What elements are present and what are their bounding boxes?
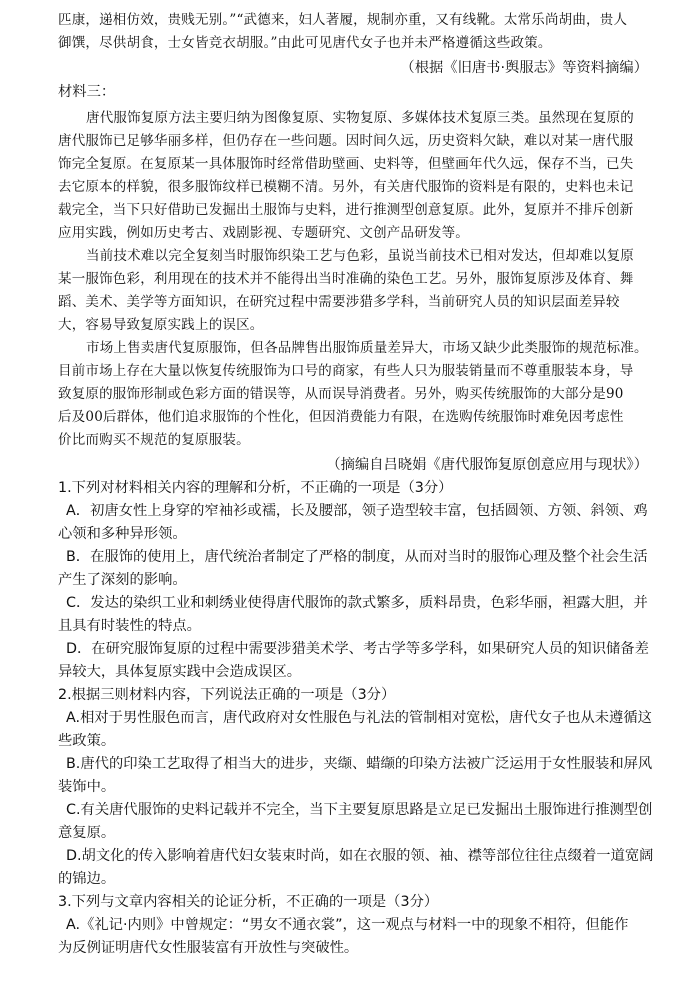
passage-line: 载完全，当下只好借助已发掘出土服饰与史料，进行推测型创意复原。此外，复原并不排斥创新 bbox=[58, 202, 634, 218]
passage-line: 唐代服饰复原方法主要归纳为图像复原、实物复原、多媒体技术复原三类。虽然现在复原的 bbox=[86, 110, 634, 126]
option-d-line: D.胡文化的传入影响着唐代妇女装束时尚，如在衣服的领、袖、襟等部位往往点缀着一道宽阔 bbox=[66, 848, 654, 864]
passage-line: 御馔，尽供胡食，士女皆竞衣胡服。”由此可见唐代女子也并未严格遵循这些政策。 bbox=[58, 35, 552, 51]
option-a-line: 心领和多种异形领。 bbox=[58, 526, 187, 542]
passage-line: 饰完全复原。在复原某一具体服饰时经常借助壁画、史料等，但壁画年代久远，保存不当，已失 bbox=[58, 156, 634, 172]
passage-line: 目前市场上存在大量以恢复传统服饰为口号的商家，有些人只为服装销量而不尊重服装本身，导 bbox=[58, 363, 634, 379]
option-b-line: 装饰中。 bbox=[58, 779, 116, 795]
option-c-line: C.有关唐代服饰的史料记载并不完全，当下主要复原思路是立足已发掘出土服饰进行推测型创 bbox=[66, 802, 653, 818]
passage-line: 致复原的服饰形制或色彩方面的错误等，从而误导消费者。另外，购买传统服饰的大部分是90 bbox=[58, 386, 624, 402]
passage-line: 后及00后群体，他们追求服饰的个性化，但因消费能力有限，在选购传统服饰时难免因考虑性 bbox=[58, 409, 624, 425]
passage-line: 唐代服饰已足够华丽多样，但仍存在一些问题。因时间久远，历史资料欠缺，难以对某一唐代服 bbox=[58, 133, 634, 149]
passage-line: 当前技术难以完全复刻当时服饰织染工艺与色彩，虽说当前技术已相对发达，但却难以复原 bbox=[86, 248, 634, 264]
material3-source: （摘编自吕晓娟《唐代服饰复原创意应用与现状》） bbox=[326, 457, 648, 473]
option-a-line: A．初唐女性上身穿的窄袖衫或襦，长及腰部，领子造型较丰富，包括圆领、方领、斜领、鸡 bbox=[66, 503, 648, 519]
passage-line: 匹康，递相仿效，贵贱无别。”“武德来，妇人著履，规制亦重，又有线靴。太常乐尚胡曲，贵人 bbox=[58, 12, 628, 28]
option-d-line: 的锦边。 bbox=[58, 871, 116, 887]
passage-line: 去它原本的样貌，很多服饰纹样已模糊不清。另外，有关唐代服饰的资料是有限的，史料也未记 bbox=[58, 179, 634, 195]
question-stem: 1.下列对材料相关内容的理解和分析，不正确的一项是（3分） bbox=[58, 480, 453, 496]
passage-line: 市场上售卖唐代复原服饰，但各品牌售出服饰质量差异大，市场又缺少此类服饰的规范标准。 bbox=[86, 340, 648, 356]
question-stem: 3.下列与文章内容相关的论证分析，不正确的一项是（3分） bbox=[58, 894, 439, 910]
option-a-line: 些政策。 bbox=[58, 733, 116, 749]
option-b-line: B．在服饰的使用上，唐代统治者制定了严格的制度，从而对当时的服饰心理及整个社会生活 bbox=[66, 549, 648, 565]
option-c-line: 意复原。 bbox=[58, 825, 116, 841]
option-b-line: 产生了深刻的影响。 bbox=[58, 572, 187, 588]
passage-line: 应用实践，例如历史考古、戏剧影视、专题研究、文创产品研发等。 bbox=[58, 225, 469, 241]
option-c-line: C．发达的染织工业和刺绣业使得唐代服饰的款式繁多，质料昂贵，色彩华丽，袒露大胆，并 bbox=[66, 595, 648, 611]
option-c-line: 且具有时装性的特点。 bbox=[58, 618, 201, 634]
passage-line: 蹈、美术、美学等方面知识，在研究过程中需要涉猎多学科，当前研究人员的知识层面差异较 bbox=[58, 294, 620, 310]
option-a-line: A.相对于男性服色而言，唐代政府对女性服色与礼法的管制相对宽松，唐代女子也从未遵循这 bbox=[66, 710, 652, 726]
material3-heading: 材料三： bbox=[58, 84, 116, 100]
passage-line: 价比而购买不规范的复原服装。 bbox=[58, 432, 250, 448]
option-a-line: A.《礼记·内则》中曾规定：“男女不通衣裳”，这一观点与材料一中的现象不相符，但能作 bbox=[66, 917, 629, 933]
option-b-line: B.唐代的印染工艺取得了相当大的进步，夹缬、蜡缬的印染方法被广泛运用于女性服装和屏风 bbox=[66, 756, 653, 772]
option-a-line: 为反例证明唐代女性服装富有开放性与突破性。 bbox=[58, 940, 359, 956]
option-d-line: D．在研究服饰复原的过程中需要涉猎美术学、考古学等多学科，如果研究人员的知识储备差 bbox=[66, 641, 649, 657]
material2-source: （根据《旧唐书·舆服志》等资料摘编） bbox=[400, 60, 648, 76]
option-d-line: 异较大，具体复原实践中会造成误区。 bbox=[58, 664, 302, 680]
passage-line: 某一服饰色彩，利用现在的技术并不能得出当时准确的染色工艺。另外，服饰复原涉及体育、舞 bbox=[58, 271, 634, 287]
passage-line: 大，容易导致复原实践上的误区。 bbox=[58, 317, 264, 333]
question-stem: 2.根据三则材料内容，下列说法正确的一项是（3分） bbox=[58, 687, 396, 703]
